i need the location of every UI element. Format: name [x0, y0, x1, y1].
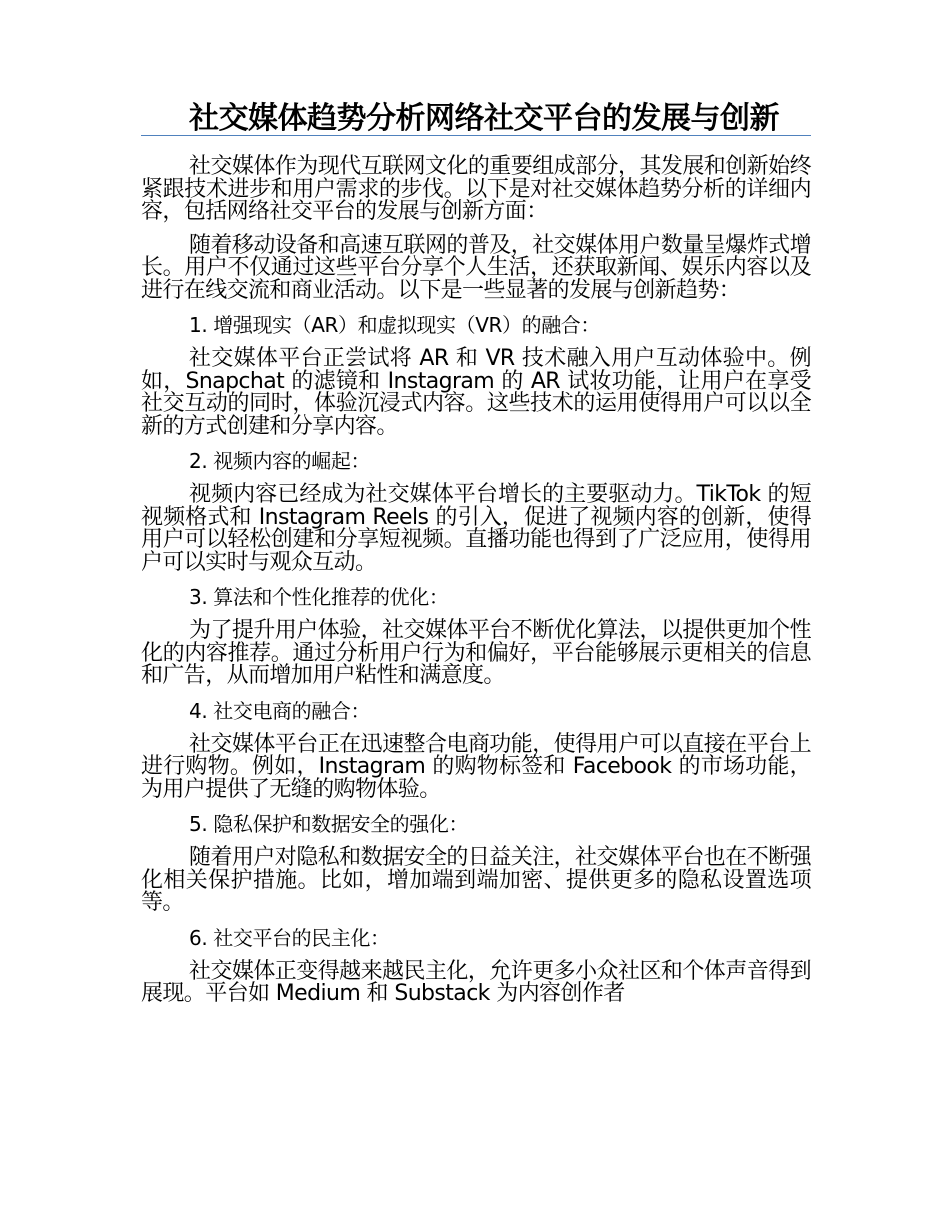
document-title: 社交媒体趋势分析网络社交平台的发展与创新	[189, 101, 779, 136]
section-paragraph-video: 视频内容已经成为社交媒体平台增长的主要驱动力。TikTok 的短视频格式和 Instagram Reels 的引入，促进了视频内容的创新，使得用户可以轻松创建和分享短视频。直播功能也得到了广泛应用，使得用户可以实时与观众互动。	[141, 482, 811, 575]
document-body	[141, 101, 811, 1017]
section-heading-democratization: 6. 社交平台的民主化：	[189, 925, 390, 950]
intro-paragraph: 社交媒体作为现代互联网文化的重要组成部分，其发展和创新始终紧跟技术进步和用户需求的步伐。以下是对社交媒体趋势分析的详细内容，包括网络社交平台的发展与创新方面：	[141, 154, 811, 224]
overview-paragraph: 随着移动设备和高速互联网的普及，社交媒体用户数量呈爆炸式增长。用户不仅通过这些平台分享个人生活，还获取新闻、娱乐内容以及进行在线交流和商业活动。以下是一些显著的发展与创新趋势：	[141, 232, 811, 303]
section-paragraph-ar-vr: 社交媒体平台正尝试将 AR 和 VR 技术融入用户互动体验中。例如，Snapchat 的滤镜和 Instagram 的 AR 试妆功能，让用户在享受社交互动的同时，体验沉浸式内容。这些技术的运用使得用户可以以全新的方式创建和分享内容。	[141, 346, 811, 439]
section-paragraph-privacy: 随着用户对隐私和数据安全的日益关注，社交媒体平台也在不断强化相关保护措施。比如，增加端到端加密、提供更多的隐私设置选项等。	[141, 845, 811, 915]
section-heading-social-commerce: 4. 社交电商的融合：	[189, 698, 371, 723]
section-paragraph-democratization: 社交媒体正变得越来越民主化，允许更多小众社区和个体声音得到展现。平台如 Medium 和 Substack 为内容创作者	[141, 958, 811, 1006]
section-paragraph-social-commerce: 社交媒体平台正在迅速整合电商功能，使得用户可以直接在平台上进行购物。例如，Instagram 的购物标签和 Facebook 的市场功能，为用户提供了无缝的购物体验。	[141, 731, 811, 802]
section-heading-privacy: 5. 隐私保护和数据安全的强化：	[189, 812, 469, 836]
section-paragraph-algorithm: 为了提升用户体验，社交媒体平台不断优化算法，以提供更加个性化的内容推荐。通过分析用户行为和偏好，平台能够展示更相关的信息和广告，从而增加用户粘性和满意度。	[141, 618, 811, 688]
section-heading-algorithm: 3. 算法和个性化推荐的优化：	[189, 585, 449, 609]
section-heading-video: 2. 视频内容的崛起：	[189, 449, 371, 473]
section-heading-ar-vr: 1. 增强现实（AR）和虚拟现实（VR）的融合：	[189, 313, 600, 337]
